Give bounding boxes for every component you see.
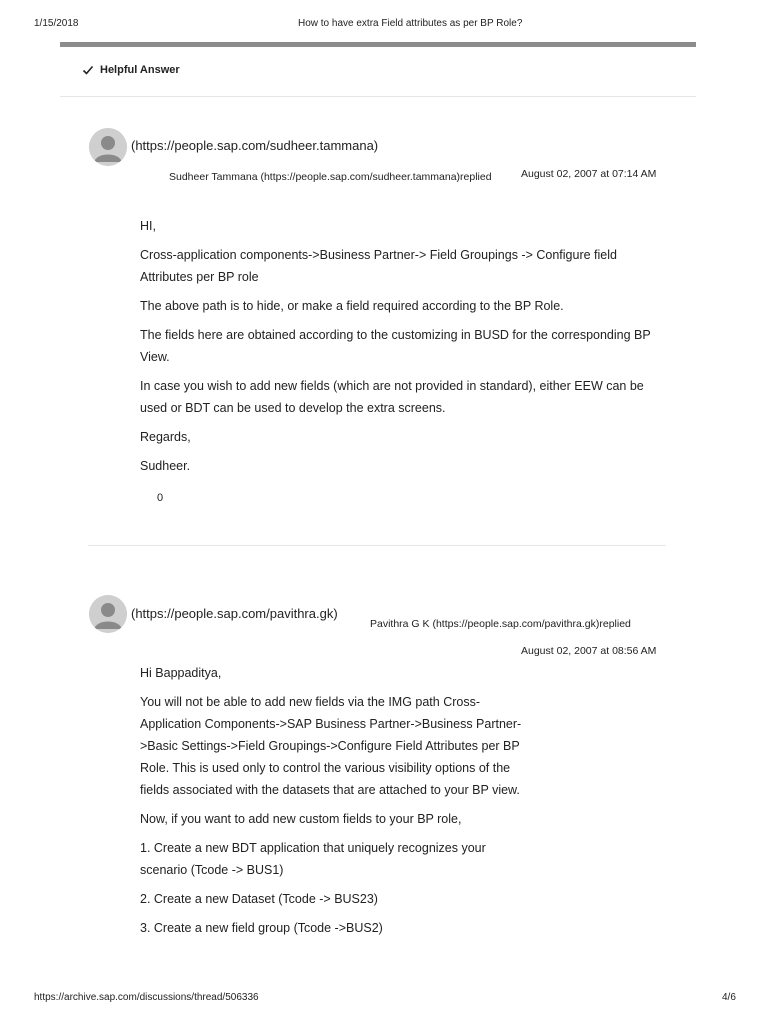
reply-paragraph: Sudheer. xyxy=(140,459,191,473)
section-divider xyxy=(60,96,696,97)
top-divider-bar xyxy=(60,42,696,47)
author-line[interactable]: Pavithra G K (https://people.sap.com/pavithra.gk)replied xyxy=(370,618,631,630)
reply-paragraph: Hi Bappaditya, xyxy=(140,666,222,680)
reply-paragraph: HI, xyxy=(140,219,156,233)
reply-paragraph: 1. Create a new BDT application that uniquely recognizes your scenario (Tcode -> BUS1) xyxy=(140,841,486,877)
reply-paragraph: Cross-application components->Business Partner-> Field Groupings -> Configure field Attributes per BP role xyxy=(140,248,617,284)
like-count[interactable]: 0 xyxy=(157,492,164,504)
avatar[interactable] xyxy=(89,128,127,166)
footer-url: https://archive.sap.com/discussions/thread/506336 xyxy=(34,992,259,1003)
reply-timestamp: August 02, 2007 at 07:14 AM xyxy=(521,168,657,180)
helpful-answer-text: Helpful Answer xyxy=(100,64,180,76)
user-silhouette-icon xyxy=(89,128,127,166)
avatar[interactable] xyxy=(89,595,127,633)
reply-paragraph: Now, if you want to add new custom fields to your BP role, xyxy=(140,812,462,826)
reply-paragraph: Regards, xyxy=(140,430,191,444)
reply-paragraph: The above path is to hide, or make a field required according to the BP Role. xyxy=(140,299,564,313)
helpful-answer-label xyxy=(82,64,180,76)
print-date: 1/15/2018 xyxy=(34,18,79,29)
reply-paragraph: You will not be able to add new fields via the IMG path Cross-Application Components->SAP Business Partner->Business Partner->Basic Settings->Field Groupings->Configure Field Attributes per BP Role. This is used only to control the various visibility options of the fields associated with the datasets that are attached to your BP view. xyxy=(140,695,522,797)
check-icon xyxy=(82,64,94,76)
profile-link[interactable]: (https://people.sap.com/pavithra.gk) xyxy=(131,606,338,621)
reply-body xyxy=(140,662,525,946)
page-number: 4/6 xyxy=(722,992,736,1003)
user-silhouette-icon xyxy=(89,595,127,633)
reply-paragraph: The fields here are obtained according to the customizing in BUSD for the corresponding BP View. xyxy=(140,328,651,364)
page-title: How to have extra Field attributes as per BP Role? xyxy=(298,18,523,29)
reply-body xyxy=(140,215,660,484)
reply-divider xyxy=(88,545,666,546)
reply-timestamp: August 02, 2007 at 08:56 AM xyxy=(521,645,657,657)
profile-link[interactable]: (https://people.sap.com/sudheer.tammana) xyxy=(131,138,379,153)
reply-paragraph: In case you wish to add new fields (which are not provided in standard), either EEW can be used or BDT can be used to develop the extra screens. xyxy=(140,379,644,415)
reply-paragraph: 2. Create a new Dataset (Tcode -> BUS23) xyxy=(140,892,378,906)
reply-paragraph: 3. Create a new field group (Tcode ->BUS2) xyxy=(140,921,383,935)
author-line[interactable]: Sudheer Tammana (https://people.sap.com/sudheer.tammana)replied xyxy=(169,171,492,183)
